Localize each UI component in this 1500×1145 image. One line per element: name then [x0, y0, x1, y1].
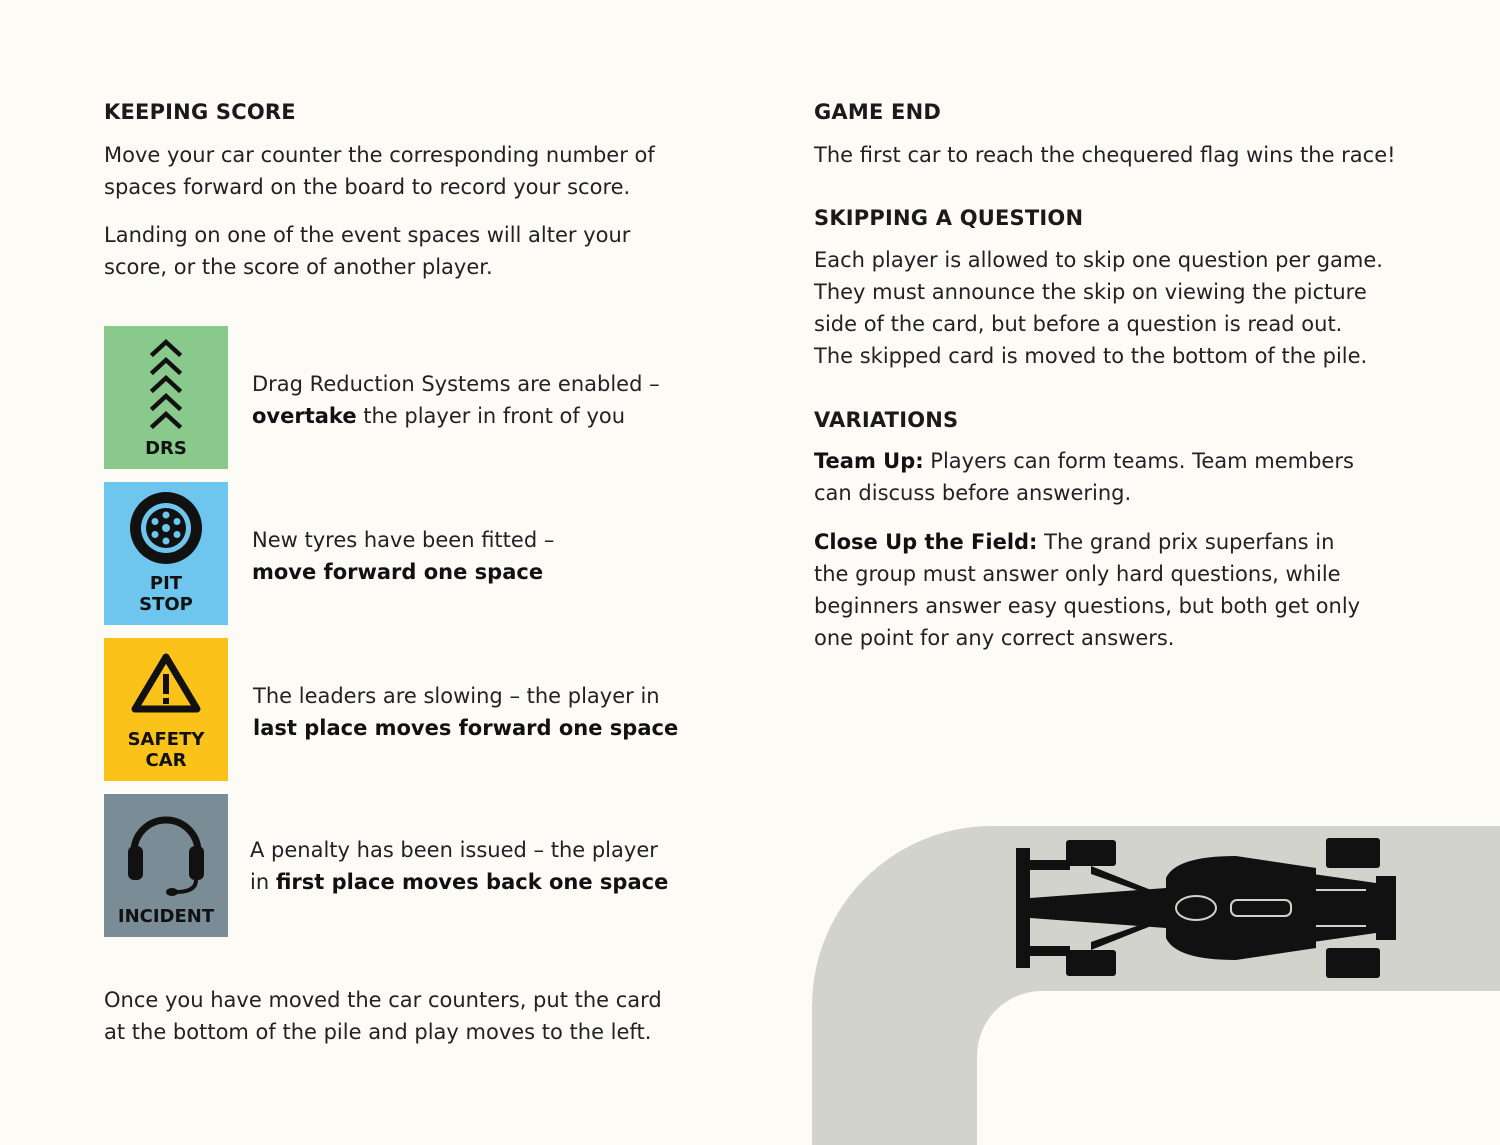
drs-description [252, 368, 660, 432]
team-up-label: Team Up: [814, 449, 924, 473]
keeping-score-p1-line-1: Move your car counter the corresponding number of [104, 143, 655, 167]
incident-description [250, 834, 668, 898]
game-end-heading: GAME END [814, 100, 941, 124]
incident-desc-pre: in [250, 870, 276, 894]
close-up-line-3: beginners answer easy questions, but both get only [814, 594, 1361, 618]
safety-car-label-line-1: SAFETY [127, 729, 205, 750]
skipping-heading: SKIPPING A QUESTION [814, 206, 1084, 230]
f1-car-icon [1016, 838, 1398, 978]
close-up-paragraph [814, 526, 1360, 654]
closing-paragraph [104, 984, 662, 1048]
pit-stop-tile-label [104, 573, 228, 615]
pit-stop-label-line-1: PIT [149, 573, 183, 594]
keeping-score-heading: KEEPING SCORE [104, 100, 296, 124]
game-end-line: The first car to reach the chequered flag wins the race! [814, 143, 1396, 167]
safety-car-description [253, 680, 678, 744]
team-up-paragraph [814, 445, 1354, 509]
keeping-score-p1-line-2: spaces forward on the board to record your score. [104, 175, 631, 199]
incident-tile [104, 794, 228, 937]
drs-tile [104, 326, 228, 469]
close-up-line-1 [814, 526, 1360, 558]
close-up-line-4: one point for any correct answers. [814, 626, 1175, 650]
closing-line-2: at the bottom of the pile and play moves to the left. [104, 1020, 652, 1044]
game-end-text [814, 139, 1396, 171]
safety-car-desc-line-1: The leaders are slowing – the player in [253, 684, 660, 708]
team-up-line-1 [814, 445, 1354, 477]
skipping-paragraph [814, 244, 1383, 372]
safety-car-tile [104, 638, 228, 781]
incident-desc-bold: first place moves back one space [275, 870, 669, 894]
close-up-label: Close Up the Field: [814, 530, 1038, 554]
close-up-text-1: The grand prix superfans in [1037, 530, 1335, 554]
safety-car-tile-label [104, 729, 228, 771]
skipping-line-2: They must announce the skip on viewing the picture [814, 280, 1367, 304]
safety-car-label-line-2: CAR [145, 750, 187, 771]
team-up-line-2: can discuss before answering. [814, 481, 1132, 505]
safety-car-desc-line-2 [253, 712, 678, 744]
skipping-line-4: The skipped card is moved to the bottom of the pile. [814, 344, 1368, 368]
drs-desc-bold: overtake [252, 404, 357, 428]
skipping-line-1: Each player is allowed to skip one question per game. [814, 248, 1383, 272]
pit-stop-label-line-2: STOP [139, 594, 193, 615]
close-up-line-2: the group must answer only hard questions, while [814, 562, 1341, 586]
variations-heading: VARIATIONS [814, 408, 959, 432]
keeping-score-paragraph-1 [104, 139, 655, 203]
incident-desc-line-2 [250, 866, 668, 898]
incident-tile-label: INCIDENT [117, 906, 215, 927]
drs-desc-rest: the player in front of you [356, 404, 626, 428]
keeping-score-p2-line-2: score, or the score of another player. [104, 255, 493, 279]
pit-stop-desc-line-2 [252, 556, 554, 588]
drs-desc-line-2 [252, 400, 660, 432]
safety-car-desc-bold: last place moves forward one space [253, 716, 679, 740]
keeping-score-paragraph-2 [104, 219, 630, 283]
pit-stop-desc-bold: move forward one space [252, 560, 544, 584]
keeping-score-p2-line-1: Landing on one of the event spaces will alter your [104, 223, 631, 247]
closing-line-1: Once you have moved the car counters, put the card [104, 988, 662, 1012]
drs-tile-label: DRS [145, 438, 187, 459]
drs-desc-line-1: Drag Reduction Systems are enabled – [252, 372, 660, 396]
pit-stop-tile [104, 482, 228, 625]
pit-stop-desc-line-1: New tyres have been fitted – [252, 528, 555, 552]
team-up-text-1: Players can form teams. Team members [923, 449, 1354, 473]
pit-stop-description [252, 524, 554, 588]
incident-desc-line-1: A penalty has been issued – the player [250, 838, 658, 862]
skipping-line-3: side of the card, but before a question is read out. [814, 312, 1343, 336]
